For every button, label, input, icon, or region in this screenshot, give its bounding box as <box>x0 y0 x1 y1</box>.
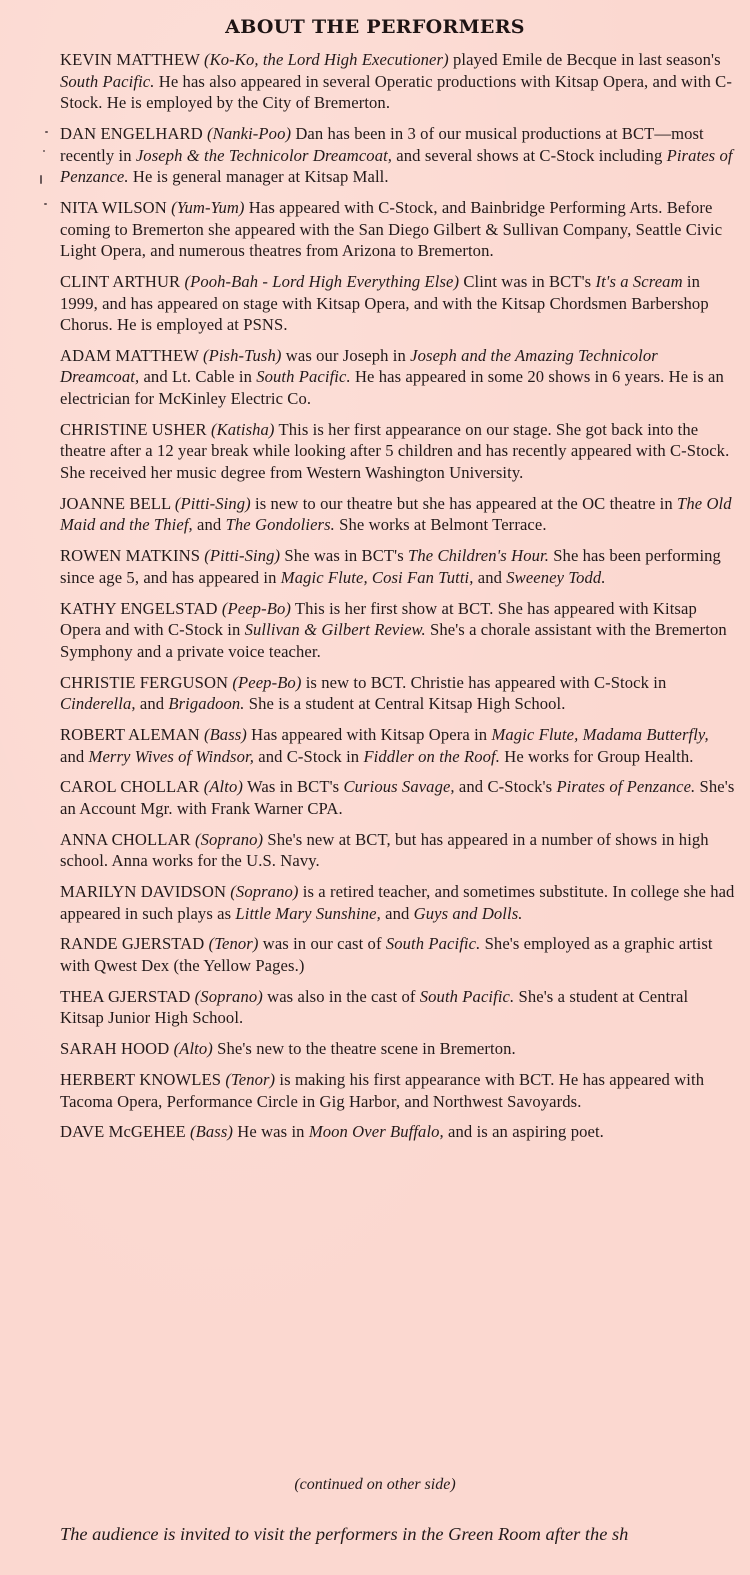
performer-name: ROWEN MATKINS <box>60 546 201 566</box>
performer-name: CLINT ARTHUR <box>60 271 181 291</box>
bio-text: This is her first appearance on our stage. She got back into the theatre after a 12 year break while looking after 5 children and has recently appeared with C-Stock. She received her music degree from Western Washington University. <box>60 419 730 483</box>
bio-text: He was in <box>233 1122 309 1142</box>
performer-role: (Soprano) <box>194 829 264 849</box>
bio-text: is new to our theatre but she has appeared at the OC theatre in <box>250 493 678 513</box>
bio-text: and <box>192 515 226 535</box>
scan-speck <box>45 131 48 133</box>
bio-text: and C-Stock's <box>454 777 557 797</box>
work-title: Joseph and the Amazing Technicolor Dreamcoat, <box>60 345 658 387</box>
bio-text: Was in BCT's <box>243 777 344 797</box>
bio-text: Has appeared with C-Stock, and Bainbridge Performing Arts. Before coming to Bremerton she appeared with the San Diego Gilbert & Sullivan Company, Seattle Civic Light Opera, and numerous theatres from Arizona to Bremerton. <box>60 197 723 261</box>
performer-entry <box>60 197 736 262</box>
work-title: Sweeney Todd. <box>506 567 606 587</box>
performer-entry <box>60 829 736 872</box>
bio-text: was in our cast of <box>258 934 386 954</box>
work-title: South Pacific. <box>256 367 351 387</box>
performer-role: (Peep-Bo) <box>232 672 302 692</box>
bio-text: was also in the cast of <box>262 986 420 1006</box>
performer-name: MARILYN DAVIDSON <box>60 882 227 902</box>
work-title: Brigadoon. <box>168 694 245 714</box>
performer-entry <box>60 724 736 767</box>
work-title: Pirates of Penzance. <box>556 777 696 797</box>
bio-text: This is her first show at BCT. She has appeared with Kitsap Opera and with C-Stock in <box>60 598 697 640</box>
performer-entry <box>60 1121 736 1143</box>
performer-name: ROBERT ALEMAN <box>60 724 200 744</box>
scan-speck <box>43 150 45 152</box>
work-title: South Pacific. <box>60 71 155 91</box>
performer-role: (Pish-Tush) <box>202 345 282 365</box>
performer-role: (Tenor) <box>208 934 259 954</box>
performer-bio <box>213 1039 516 1058</box>
performer-name: ADAM MATTHEW <box>60 345 199 365</box>
bio-text: and <box>473 567 507 587</box>
bio-text: played Emile de Becque in last season's <box>448 50 721 69</box>
performer-name: CHRISTINE USHER <box>60 419 207 439</box>
performer-name: NITA WILSON <box>60 197 167 217</box>
performer-name: CHRISTIE FERGUSON <box>60 672 229 692</box>
bio-text: She's a student at Central Kitsap Junior High School. <box>60 986 689 1028</box>
performer-entry <box>60 776 736 819</box>
performer-entry <box>60 986 736 1029</box>
performer-bio <box>233 1122 604 1141</box>
scan-speck <box>44 203 47 205</box>
performer-role: (Bass) <box>190 1122 234 1142</box>
performer-name: KATHY ENGELSTAD <box>60 598 218 618</box>
bio-text: Clint was in BCT's <box>459 271 596 291</box>
performer-name: ANNA CHOLLAR <box>60 829 191 849</box>
bio-text: and C-Stock in <box>253 746 364 766</box>
performer-entry <box>60 933 736 976</box>
bio-text: He has appeared in some 20 shows in 6 years. He is an electrician for McKinley Electric Co. <box>60 367 724 409</box>
bio-text: She is a student at Central Kitsap High School. <box>244 694 566 714</box>
bio-text: Has appeared with Kitsap Opera in <box>246 724 492 744</box>
work-title: The Gondoliers. <box>225 515 335 535</box>
performer-role: (Soprano) <box>194 986 263 1006</box>
work-title: Sullivan & Gilbert Review. <box>244 620 426 640</box>
work-title: Little Mary Sunshine, <box>235 903 381 923</box>
work-title: Merry Wives of Windsor, <box>88 746 254 766</box>
performer-entry <box>60 1069 736 1112</box>
bio-text: He is general manager at Kitsap Mall. <box>128 167 389 187</box>
performer-entry <box>60 345 736 410</box>
continued-note: (continued on other side) <box>294 1476 456 1493</box>
bio-text: She's a chorale assistant with the Bremerton Symphony and a private voice teacher. <box>60 620 727 661</box>
work-title: Magic Flute, Madama Butterfly, <box>491 724 709 744</box>
bio-text: and Lt. Cable in <box>139 367 257 387</box>
work-title: Moon Over Buffalo, <box>308 1122 444 1142</box>
work-title: Fiddler on the Roof. <box>363 746 501 766</box>
performer-entry <box>60 1038 736 1060</box>
performer-name: JOANNE BELL <box>60 493 171 513</box>
performer-entry <box>60 881 736 924</box>
bio-text: is a retired teacher, and sometimes substitute. In college she had appeared in such plays as <box>60 882 735 923</box>
bio-text: and is an aspiring poet. <box>443 1122 604 1142</box>
performer-role: (Alto) <box>173 1039 213 1059</box>
performer-name: SARAH HOOD <box>60 1039 170 1059</box>
bio-text: She's employed as a graphic artist with Qwest Dex (the Yellow Pages.) <box>60 934 713 975</box>
performer-entry <box>60 271 736 336</box>
bio-text: She's new to the theatre scene in Bremerton. <box>212 1039 516 1059</box>
performer-name: DAN ENGELHARD <box>60 123 203 143</box>
performer-entry <box>60 598 736 663</box>
work-title: South Pacific. <box>385 934 481 954</box>
bio-text: and <box>60 746 89 766</box>
performer-name: KEVIN MATTHEW <box>60 50 200 69</box>
performer-name: CAROL CHOLLAR <box>60 777 200 797</box>
bio-text: She was in BCT's <box>280 546 409 566</box>
performer-list <box>60 49 736 1152</box>
work-title: Joseph & the Technicolor Dreamcoat, <box>135 145 393 165</box>
bio-text: She's an Account Mgr. with Frank Warner CPA. <box>60 777 735 818</box>
performer-role: (Pooh-Bah - Lord High Everything Else) <box>184 271 460 291</box>
bio-text: was our Joseph in <box>281 345 411 365</box>
performer-name: DAVE McGEHEE <box>60 1122 186 1142</box>
performer-role: (Yum-Yum) <box>171 197 245 217</box>
bio-text: She has been performing since age 5, and has appeared in <box>60 546 721 587</box>
bio-text: is making his first appearance with BCT. He has appeared with Tacoma Opera, Performance Circle in Gig Harbor, and Northwest Savoyards. <box>60 1069 705 1111</box>
work-title: It's a Scream <box>595 271 683 291</box>
bio-text: She's new at BCT, but has appeared in a number of shows in high school. Anna works for the U.S. Navy. <box>60 829 709 871</box>
page-title: ABOUT THE PERFORMERS <box>225 16 525 38</box>
performer-entry <box>60 545 736 588</box>
work-title: South Pacific. <box>419 986 515 1006</box>
bio-text: in 1999, and has appeared on stage with Kitsap Opera, and with the Kitsap Chordsmen Barbershop Chorus. He is employed at PSNS. <box>60 271 709 335</box>
bio-text: Dan has been in 3 of our musical productions at BCT—most recently in <box>60 123 704 165</box>
performer-name: RANDE GJERSTAD <box>60 934 205 954</box>
performer-role: (Pitti-Sing) <box>174 493 251 513</box>
performer-entry <box>60 419 736 484</box>
work-title: The Old Maid and the Thief, <box>60 493 732 535</box>
performer-role: (Katisha) <box>210 419 275 439</box>
performer-role: (Tenor) <box>225 1069 276 1089</box>
work-title: Curious Savage, <box>343 777 455 797</box>
work-title: Cinderella, <box>60 694 136 714</box>
work-title: The Children's Hour. <box>408 546 549 566</box>
performer-role: (Bass) <box>203 724 247 744</box>
performer-role: (Peep-Bo) <box>221 598 291 618</box>
bio-text: and <box>135 694 169 714</box>
performer-role: (Soprano) <box>230 882 299 902</box>
work-title: Pirates of Penzance. <box>60 145 733 187</box>
performer-role: (Ko-Ko, the Lord High Executioner) <box>203 50 449 69</box>
performer-role: (Pitti-Sing) <box>204 546 281 566</box>
performer-entry <box>60 49 736 114</box>
performer-name: HERBERT KNOWLES <box>60 1069 222 1089</box>
performer-entry <box>60 123 736 188</box>
performer-entry <box>60 672 736 715</box>
performer-role: (Alto) <box>203 777 243 797</box>
bio-text: He has also appeared in several Operatic productions with Kitsap Opera, and with C-Stock. He is employed by the City of Bremerton. <box>60 71 732 113</box>
footer-note: The audience is invited to visit the performers in the Green Room after the sh <box>60 1524 629 1544</box>
performer-name: THEA GJERSTAD <box>60 986 191 1006</box>
scan-speck <box>40 175 42 184</box>
bio-text: She works at Belmont Terrace. <box>334 515 547 535</box>
performer-role: (Nanki-Poo) <box>207 123 292 143</box>
work-title: Guys and Dolls. <box>413 903 523 923</box>
bio-text: and several shows at C-Stock including <box>392 145 667 165</box>
bio-text: and <box>380 903 414 923</box>
bio-text: is new to BCT. Christie has appeared with C-Stock in <box>301 672 667 692</box>
work-title: Magic Flute, Cosi Fan Tutti, <box>280 567 474 587</box>
performer-entry <box>60 493 736 536</box>
bio-text: He works for Group Health. <box>500 746 694 766</box>
